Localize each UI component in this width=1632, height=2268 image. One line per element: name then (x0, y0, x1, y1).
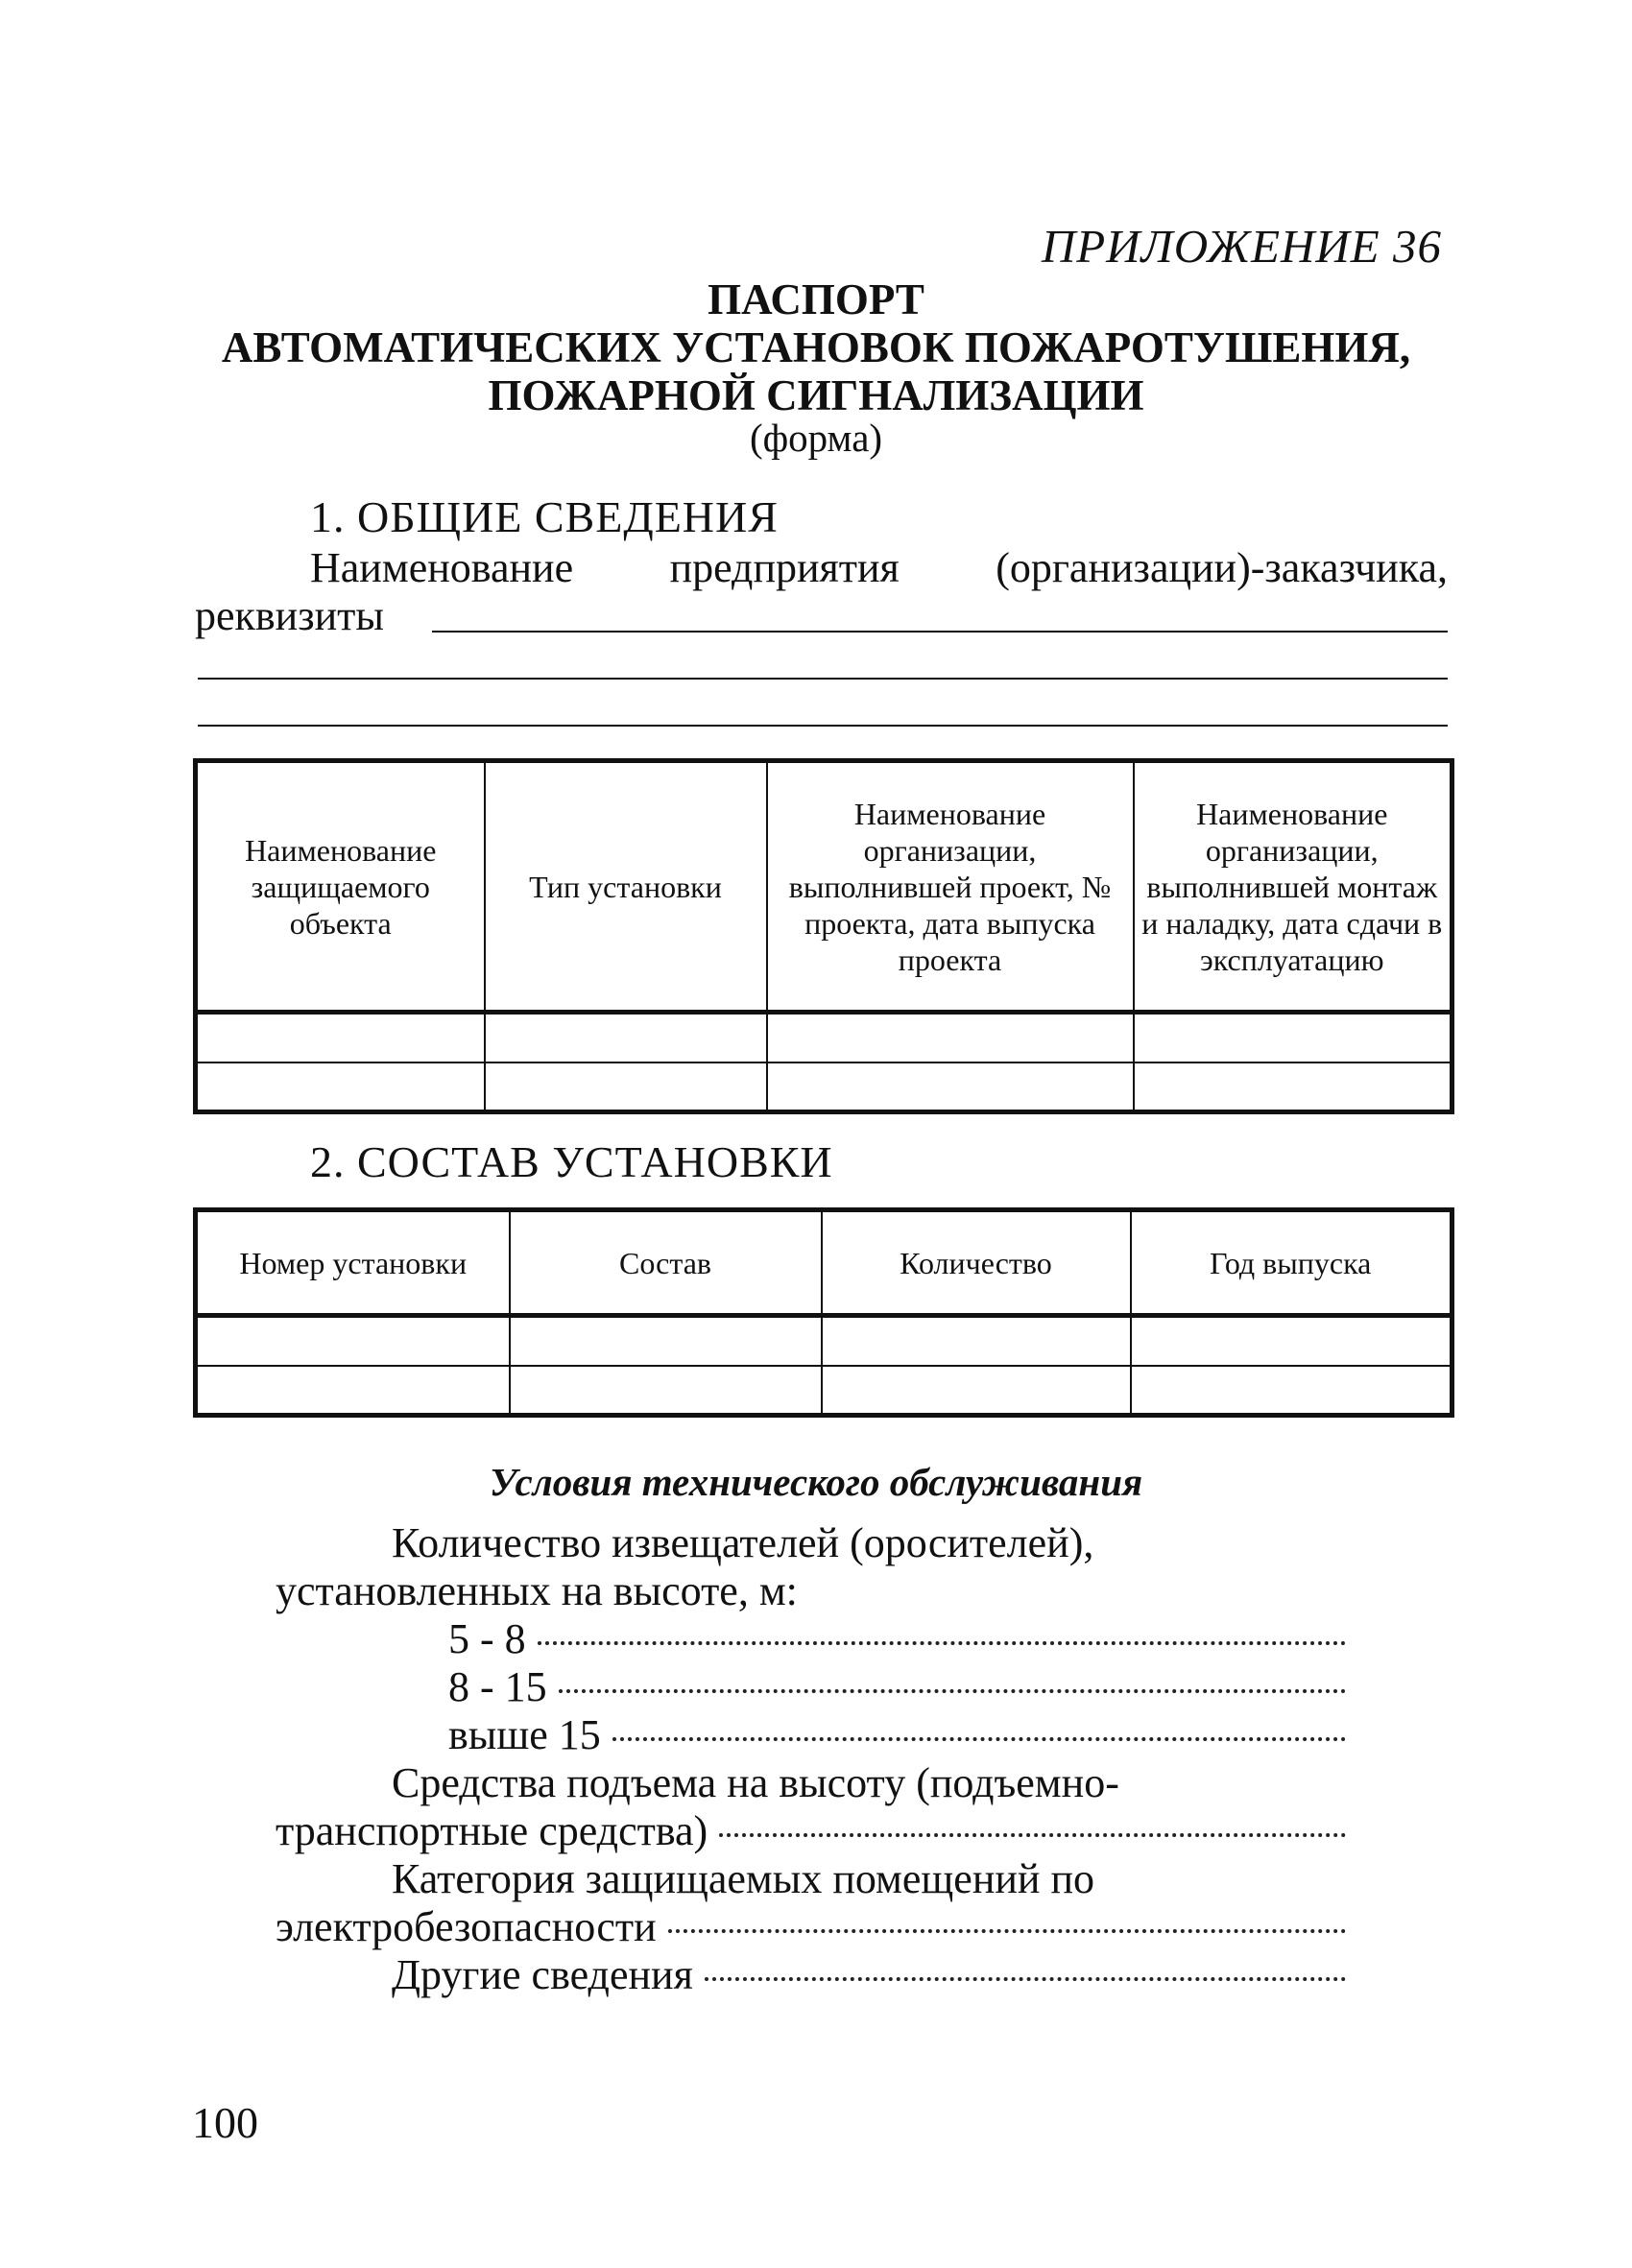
room-category-fill-field[interactable] (668, 1929, 1346, 1933)
table-cell[interactable] (196, 1013, 485, 1062)
room-category-label-cont: электробезопасности (276, 1903, 657, 1950)
requisites-label: реквизиты (195, 592, 384, 639)
height-fill-field[interactable] (559, 1689, 1346, 1693)
height-label: 5 - 8 (448, 1615, 526, 1662)
col-header-install-org: Наименование организации, выполнившей монтаж и наладку, дата сдачи в эксплуатацию (1134, 761, 1452, 1013)
customer-name-label (310, 543, 1448, 592)
col-header-project-org: Наименование организации, выполнившей проект, № проекта, дата выпуска проекта (767, 761, 1134, 1013)
height-row-8-15 (448, 1662, 1346, 1711)
col-header-year: Год выпуска (1131, 1210, 1452, 1316)
room-category-row (276, 1902, 1346, 1951)
col-header-quantity: Количество (822, 1210, 1131, 1316)
height-fill-field[interactable] (612, 1737, 1346, 1741)
height-label: 8 - 15 (448, 1663, 547, 1710)
table-row (196, 1316, 1452, 1366)
table-cell[interactable] (485, 1013, 767, 1062)
table-row (196, 1366, 1452, 1416)
other-info-label: Другие сведения (392, 1951, 693, 1998)
requisites-fill-line-3[interactable] (198, 725, 1448, 727)
org-word-3: (организации)-заказчика, (996, 544, 1448, 591)
col-header-install-number: Номер установки (196, 1210, 510, 1316)
requisites-fill-line-2[interactable] (198, 678, 1448, 680)
lift-means-row (276, 1806, 1346, 1855)
lift-means-label: Средства подъема на высоту (подъемно- (392, 1759, 1119, 1806)
table-cell[interactable] (767, 1062, 1134, 1112)
height-row-5-8 (448, 1614, 1346, 1663)
table-cell[interactable] (196, 1316, 510, 1366)
table-cell[interactable] (485, 1062, 767, 1112)
height-fill-field[interactable] (538, 1641, 1346, 1645)
table-cell[interactable] (822, 1366, 1131, 1416)
table-cell[interactable] (767, 1013, 1134, 1062)
composition-table (193, 1207, 1454, 1418)
org-word-1: Наименование (310, 544, 574, 591)
table-header-row (196, 761, 1452, 1013)
org-word-2: предприятия (669, 544, 900, 591)
table-cell[interactable] (1131, 1366, 1452, 1416)
table-cell[interactable] (196, 1366, 510, 1416)
lift-means-label-cont: транспортные средства) (276, 1807, 708, 1854)
other-info-row (392, 1950, 1346, 1999)
table-cell[interactable] (510, 1366, 822, 1416)
section-heading-general: 1. ОБЩИЕ СВЕДЕНИЯ (310, 492, 779, 541)
table-row (196, 1062, 1452, 1112)
section-heading-composition: 2. СОСТАВ УСТАНОВКИ (310, 1137, 833, 1186)
maintenance-title: Условия технического обслуживания (489, 1460, 1143, 1504)
height-label: выше 15 (448, 1711, 601, 1758)
requisites-fill-line-1[interactable] (432, 631, 1448, 633)
table-header-row (196, 1210, 1452, 1316)
detectors-label-cont: установленных на высоте, м: (276, 1567, 798, 1614)
col-header-object-name: Наименование защищаемого объекта (196, 761, 485, 1013)
col-header-install-type: Тип установки (485, 761, 767, 1013)
document-subtitle: (форма) (749, 416, 883, 460)
room-category-label: Категория защищаемых помещений по (392, 1855, 1095, 1902)
other-info-fill-field[interactable] (705, 1977, 1346, 1981)
table-cell[interactable] (1131, 1316, 1452, 1366)
document-title: ПАСПОРТ (708, 275, 924, 323)
col-header-composition: Состав (510, 1210, 822, 1316)
table-cell[interactable] (822, 1316, 1131, 1366)
page-number: 100 (192, 2098, 258, 2147)
document-title-line3: ПОЖАРНОЙ СИГНАЛИЗАЦИИ (488, 371, 1144, 419)
table-cell[interactable] (1134, 1062, 1452, 1112)
height-row-above-15 (448, 1710, 1346, 1759)
table-cell[interactable] (1134, 1013, 1452, 1062)
detectors-label: Количество извещателей (оросителей), (392, 1519, 1094, 1566)
table-cell[interactable] (196, 1062, 485, 1112)
lift-means-fill-field[interactable] (719, 1833, 1346, 1837)
table-row (196, 1013, 1452, 1062)
table-cell[interactable] (510, 1316, 822, 1366)
document-title-line2: АВТОМАТИЧЕСКИХ УСТАНОВОК ПОЖАРОТУШЕНИЯ, (221, 323, 1411, 371)
appendix-label: ПРИЛОЖЕНИЕ 36 (1041, 220, 1442, 273)
general-info-table (193, 758, 1454, 1114)
